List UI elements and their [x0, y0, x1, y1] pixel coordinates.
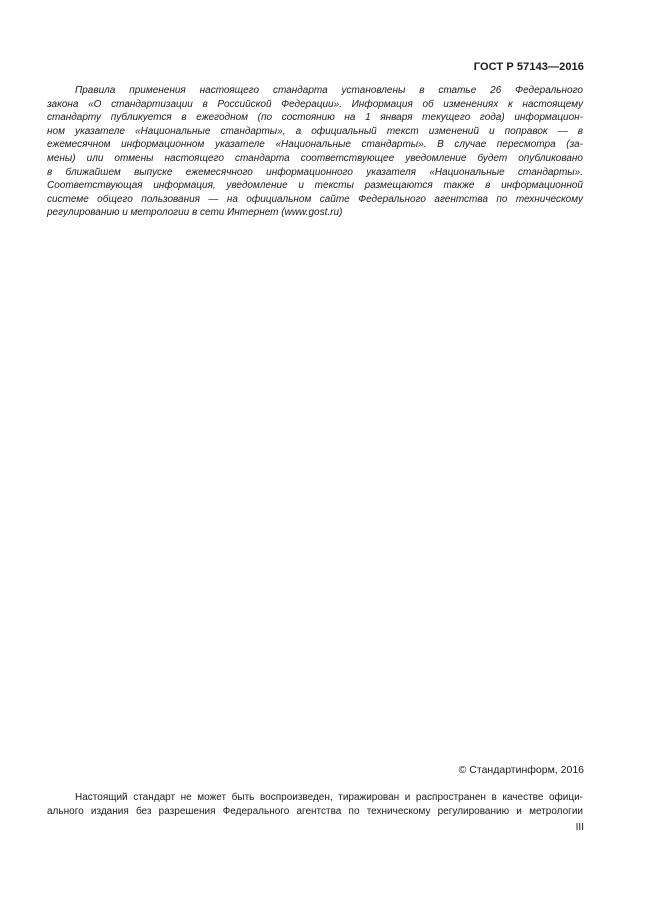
notice-line: мены) или отмены настоящего стандарта соответствующее уведомление будет опубликовано: [47, 152, 583, 164]
notice-line: регулированию и метрологии в сети Интернет (www.gost.ru): [47, 207, 343, 219]
document-code: ГОСТ Р 57143—2016: [473, 61, 584, 73]
copyright-notice: © Стандартинформ, 2016: [458, 764, 584, 776]
reproduction-restriction: [47, 791, 583, 818]
notice-line: ежемесячном информационном указателе «Национальные стандарты». В случае пересмотра (за-: [47, 139, 583, 151]
notice-line: ном указателе «Национальные стандарты», а официальный текст изменений и поправок — в: [47, 125, 583, 137]
notice-line: Правила применения настоящего стандарта установлены в статье 26 Федерального: [75, 85, 583, 96]
page-number: III: [575, 822, 584, 833]
notice-line: стандарту публикуется в ежегодном (по состоянию на 1 января текущего года) информацион-: [47, 112, 583, 124]
legal-line: ального издания без разрешения Федерального агентства по техническому регулированию и метрологии: [47, 805, 583, 817]
notice-line: системе общего пользования — на официальном сайте Федерального агентства по техническому: [47, 193, 583, 205]
notice-line: Соответствующая информация, уведомление и тексты размещаются также в информационной: [47, 180, 583, 192]
legal-line: Настоящий стандарт не может быть воспроизведен, тиражирован и распространен в качестве офици-: [75, 792, 583, 803]
standard-application-notice: [47, 84, 583, 220]
notice-line: в ближайшем выпуске ежемесячного информационного указателя «Национальные стандарты».: [47, 166, 583, 178]
notice-line: закона «О стандартизации в Российской Федерации». Информация об изменениях к настоящему: [47, 98, 583, 110]
